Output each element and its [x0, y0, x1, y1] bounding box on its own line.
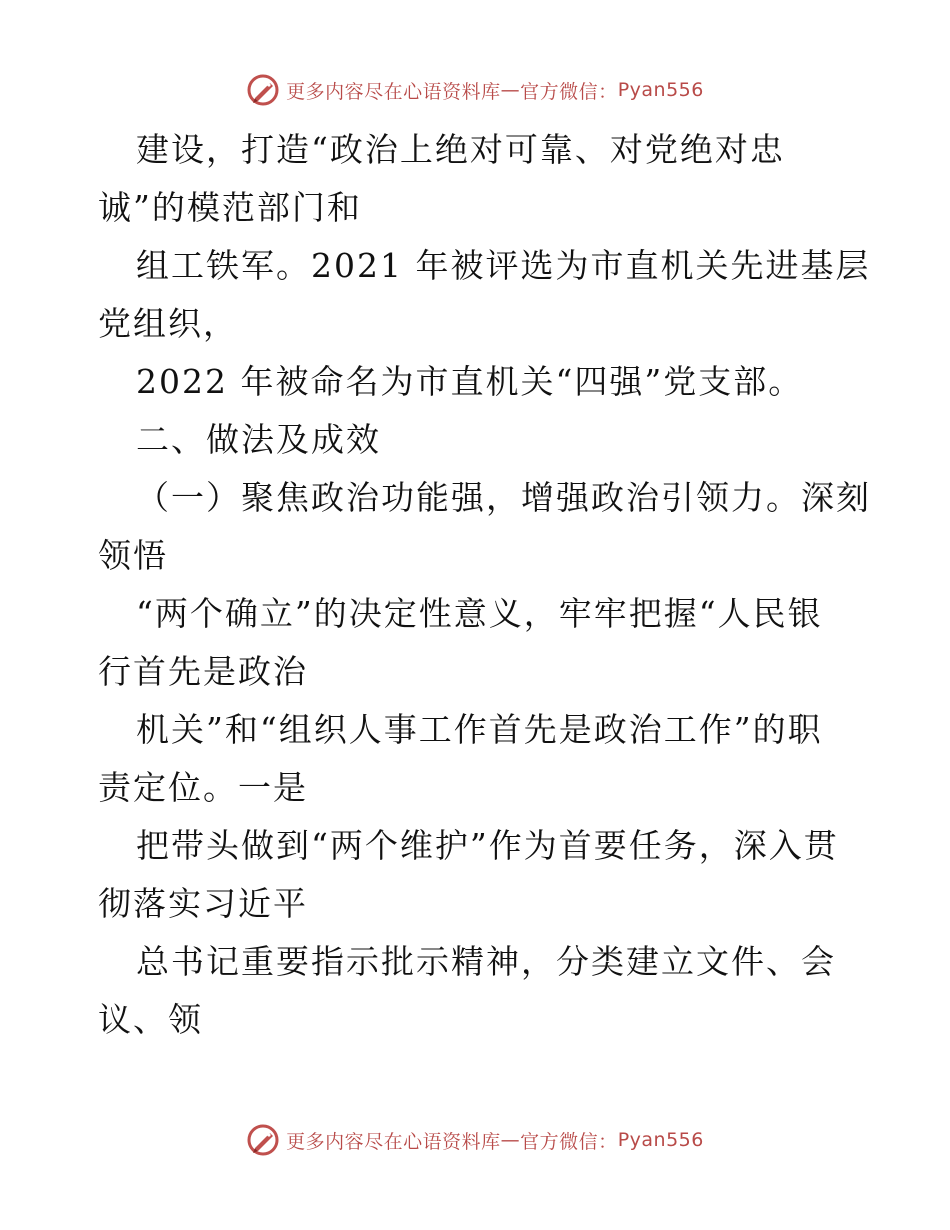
body-line: 行首先是政治 [98, 652, 308, 691]
body-line: 议、领 [98, 1000, 203, 1039]
watermark-wechat-id: Pyan556 [617, 79, 704, 101]
watermark-wechat-label: 官方微信： [520, 1130, 618, 1153]
body-line: 总书记重要指示批示精神，分类建立文件、会 [136, 942, 836, 981]
section-heading: 二、做法及成效 [136, 420, 381, 459]
body-line: 领悟 [98, 536, 168, 575]
body-line: 建设，打造“政治上绝对可靠、对党绝对忠 [136, 130, 785, 169]
body-line: 2022 年被命名为市直机关“四强”党支部。 [136, 362, 804, 401]
body-line: 把带头做到“两个维护”作为首要任务，深入贯 [136, 826, 839, 865]
body-line: （一）聚焦政治功能强，增强政治引领力。深刻 [136, 478, 871, 517]
watermark-wechat-label: 官方微信： [520, 80, 618, 103]
body-line: 组工铁军。2021 年被评选为市直机关先进基层 [136, 246, 871, 285]
body-line: 机关”和“组织人事工作首先是政治工作”的职 [136, 710, 823, 749]
body-line: 党组织， [98, 304, 238, 343]
watermark-site-text: 更多内容尽在心语资料库 [286, 1130, 501, 1153]
body-line: 责定位。一是 [98, 768, 308, 807]
body-line: 诚”的模范部门和 [98, 188, 362, 227]
watermark-wechat-id: Pyan556 [617, 1129, 704, 1151]
header-watermark [0, 72, 950, 108]
footer-watermark [0, 1122, 950, 1158]
body-line: 彻落实习近平 [98, 884, 308, 923]
pen-nib-logo-icon [246, 1123, 280, 1157]
watermark-dash: — [500, 79, 521, 101]
watermark-site-text: 更多内容尽在心语资料库 [286, 80, 501, 103]
body-line: “两个确立”的决定性意义，牢牢把握“人民银 [136, 594, 823, 633]
pen-nib-logo-icon [246, 73, 280, 107]
watermark-dash: — [500, 1129, 521, 1151]
